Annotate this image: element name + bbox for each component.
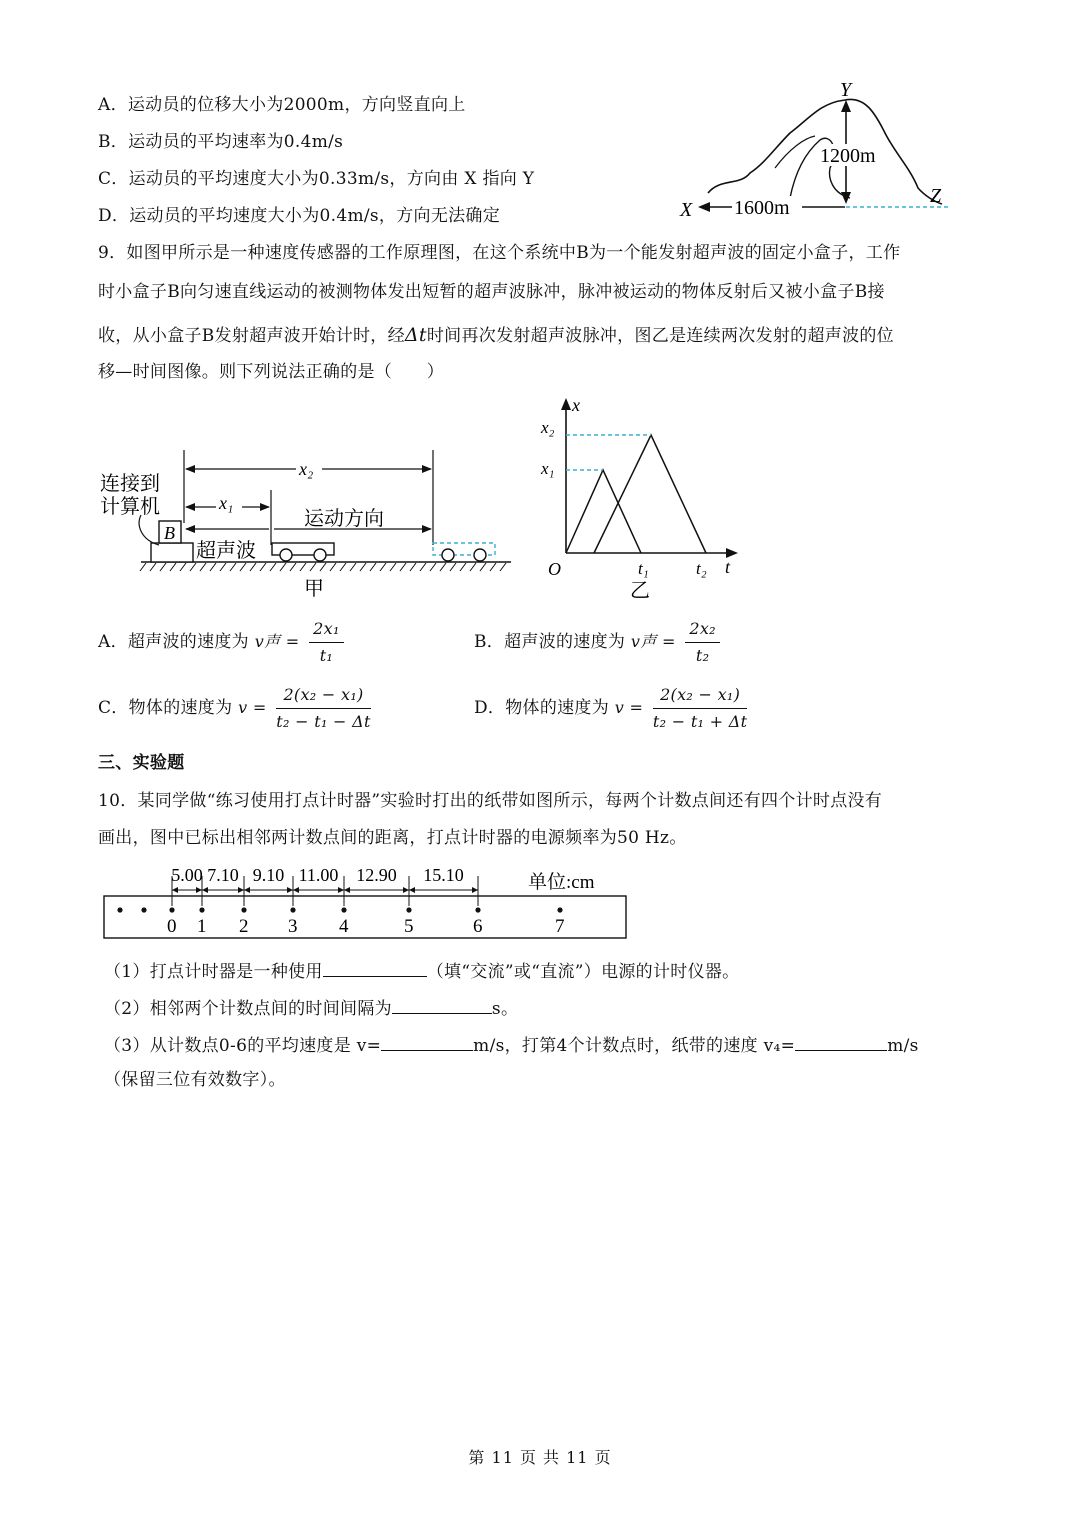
fig-jia-motion: 运动方向 (304, 506, 384, 530)
fig-jia-x1: x₁ (219, 493, 234, 513)
q9-option-a-frac (309, 618, 344, 667)
q9-line-3-a: 收，从小盒子B发射超声波开始计时，经 (98, 326, 405, 346)
q9-option-c-lhs: v = (238, 698, 267, 717)
distance-label: 5.00 (171, 865, 203, 885)
q9-line-4: 移—时间图像。则下列说法正确的是（ ） (98, 362, 444, 382)
section-heading: 三、实验题 (98, 753, 185, 773)
q9-option-b-den: t₂ (695, 646, 710, 665)
pulse-1 (566, 470, 641, 553)
distance-arrow-head (409, 887, 415, 893)
q10-sub-1 (104, 958, 739, 983)
q9-option-b-frac (685, 618, 720, 667)
q10-sub-3-a: （3）从计数点0-6的平均速度是 v= (104, 1036, 382, 1056)
q10-sub-3-b: m/s，打第4个计数点时，纸带的速度 v₄= (473, 1036, 796, 1056)
motion-arrow-right (422, 525, 432, 533)
count-point-dot (475, 907, 480, 912)
count-point-label: 0 (167, 916, 177, 937)
fig-jia-wave: 超声波 (196, 538, 256, 562)
q9-option-d-frac (653, 684, 747, 733)
x2-arrow-left (185, 465, 195, 473)
q9-option-b-num: 2x₂ (685, 618, 720, 643)
q9-option-a-den: t₁ (319, 646, 334, 665)
cart-wheel-right (314, 549, 326, 561)
distance-label: 11.00 (298, 865, 339, 885)
distance-label: 15.10 (423, 865, 464, 885)
q10-sub-2-a: （2）相邻两个计数点间的时间间隔为 (104, 999, 392, 1019)
mountain-label-x: X (680, 199, 693, 221)
q10-sub-1-a: （1）打点计时器是一种使用 (104, 962, 323, 982)
q9-option-c-text: C．物体的速度为 (98, 698, 233, 718)
tape-unit: 单位:cm (528, 872, 595, 893)
fig-yi-axis-x: x (572, 395, 580, 415)
q9-option-a-text: A．超声波的速度为 (98, 632, 249, 652)
width-arrow-head (698, 202, 710, 212)
q9-option-c-den: t₂ − t₁ − Δt (276, 712, 371, 731)
fig-yi-origin: O (548, 559, 561, 579)
distance-label: 7.10 (207, 865, 239, 885)
cart-dashed-wheel-left (442, 549, 454, 561)
q9-option-a (98, 618, 348, 667)
leading-dot (141, 907, 146, 912)
x2-arrow-right (422, 465, 432, 473)
q9-option-c-frac (276, 684, 370, 733)
box-b-label: B (164, 523, 175, 543)
q9-option-a-num: 2x₁ (309, 618, 344, 643)
distance-arrow-head (338, 887, 344, 893)
x-axis-arrow (561, 398, 571, 410)
answer-blank-4[interactable] (795, 1032, 887, 1051)
distance-arrow-head (344, 887, 350, 893)
q10-sub-2 (104, 995, 518, 1020)
q10-sub-3-c: m/s (887, 1036, 919, 1056)
q8-option-b: B．运动员的平均速率为0.4m/s (98, 132, 344, 152)
q9-option-c-num: 2(x₂ − x₁) (276, 684, 370, 709)
distance-arrow-head (244, 887, 250, 893)
fig-yi-x2: x₂ (541, 418, 555, 437)
distance-arrow-head (202, 887, 208, 893)
q10-sub-1-b: （填“交流”或“直流”）电源的计时仪器。 (426, 962, 740, 982)
cable (139, 515, 159, 545)
count-point-label: 4 (339, 916, 349, 937)
q9-line-1: 9．如图甲所示是一种速度传感器的工作原理图，在这个系统中B为一个能发射超声波的固定小盒子，工作 (98, 243, 901, 263)
q9-option-b-lhs: v声 = (630, 632, 676, 651)
pulse-2 (594, 435, 706, 553)
cart-dashed-wheel-right (474, 549, 486, 561)
q10-sub-2-b: s。 (491, 999, 519, 1019)
q9-line-3 (98, 324, 894, 347)
fig-jia-caption: 甲 (304, 576, 324, 600)
distance-arrow-head (238, 887, 244, 893)
q9-delta-t: Δt (404, 324, 427, 346)
q9-option-d-text: D．物体的速度为 (474, 698, 610, 718)
distance-arrow-head (403, 887, 409, 893)
q10-line-1: 10．某同学做“练习使用打点计时器”实验时打出的纸带如图所示，每两个计数点间还有四个计时点没有 (98, 791, 883, 811)
count-point-dot (290, 907, 295, 912)
q8-option-c: C．运动员的平均速度大小为0.33m/s，方向由 X 指向 Y (98, 169, 535, 189)
count-point-dot (199, 907, 204, 912)
answer-blank-3[interactable] (381, 1032, 473, 1051)
count-point-label: 1 (197, 916, 207, 937)
tape-figure (100, 862, 640, 942)
count-point-dot (557, 907, 562, 912)
mountain-height: 1200m (820, 145, 876, 167)
tape (104, 896, 626, 938)
connect-label-1: 连接到 (100, 471, 160, 495)
mountain-width: 1600m (734, 197, 790, 219)
count-point-label: 2 (239, 916, 249, 937)
fig-yi-t1: t₁ (638, 559, 649, 578)
distance-arrow-head (172, 887, 178, 893)
count-point-dot (241, 907, 246, 912)
q9-line-3-b: 时间再次发射超声波脉冲，图乙是连续两次发射的超声波的位 (426, 326, 894, 346)
distance-label: 9.10 (252, 865, 285, 885)
distance-arrow-head (287, 887, 293, 893)
distance-arrow-head (293, 887, 299, 893)
height-arrow-head-up (841, 100, 851, 112)
figure-jia (96, 445, 526, 605)
mountain-label-y: Y (840, 79, 852, 101)
cart-wheel-left (280, 549, 292, 561)
page-footer: 第 11 页 共 11 页 (468, 1448, 612, 1467)
q9-line-2: 时小盒子B向匀速直线运动的被测物体发出短暂的超声波脉冲，脉冲被运动的物体反射后又被小盒子B接 (98, 282, 885, 302)
q9-option-b-text: B．超声波的速度为 (474, 632, 626, 652)
answer-blank-2[interactable] (392, 995, 492, 1014)
connect-label-2: 计算机 (100, 494, 160, 518)
mountain-label-z: Z (930, 185, 942, 207)
q8-option-a: A．运动员的位移大小为2000m，方向竖直向上 (98, 95, 466, 115)
q10-sub-3 (104, 1032, 919, 1057)
count-point-label: 7 (555, 916, 565, 937)
q9-option-d-lhs: v = (614, 698, 644, 717)
q9-option-d-den: t₂ − t₁ + Δt (652, 712, 748, 731)
distance-arrow-head (196, 887, 202, 893)
q9-option-c (98, 684, 375, 733)
q10-sub-3-note: （保留三位有效数字）。 (104, 1070, 286, 1090)
q9-option-a-lhs: v声 = (254, 632, 300, 651)
q8-option-d: D．运动员的平均速度大小为0.4m/s，方向无法确定 (98, 206, 501, 226)
fig-yi-axis-t: t (725, 557, 731, 577)
ground-hatch (140, 563, 506, 571)
count-point-dot (406, 907, 411, 912)
fig-yi-t2: t₂ (696, 559, 707, 578)
mountain-figure (680, 78, 960, 221)
q9-option-d-num: 2(x₂ − x₁) (653, 684, 747, 709)
q9-option-b (474, 618, 724, 667)
count-point-dot (169, 907, 174, 912)
distance-arrow-head (472, 887, 478, 893)
x1-arrow-right (260, 503, 270, 511)
count-point-label: 5 (404, 916, 414, 937)
answer-blank-1[interactable] (323, 958, 427, 977)
fig-yi-x1: x₁ (541, 459, 555, 478)
count-point-label: 6 (473, 916, 483, 937)
fig-yi-caption: 乙 (630, 578, 650, 602)
figure-yi (538, 393, 748, 603)
x1-arrow-left (185, 503, 195, 511)
fig-jia-x2: x₂ (299, 459, 314, 479)
count-point-label: 3 (288, 916, 298, 937)
leading-dot (117, 907, 122, 912)
base-block (151, 543, 193, 562)
q9-option-d (474, 684, 751, 733)
wave-arrow-left (185, 525, 195, 533)
count-point-dot (341, 907, 346, 912)
distance-label: 12.90 (356, 865, 397, 885)
q10-line-2: 画出，图中已标出相邻两计数点间的距离，打点计时器的电源频率为50 Hz。 (98, 828, 687, 848)
